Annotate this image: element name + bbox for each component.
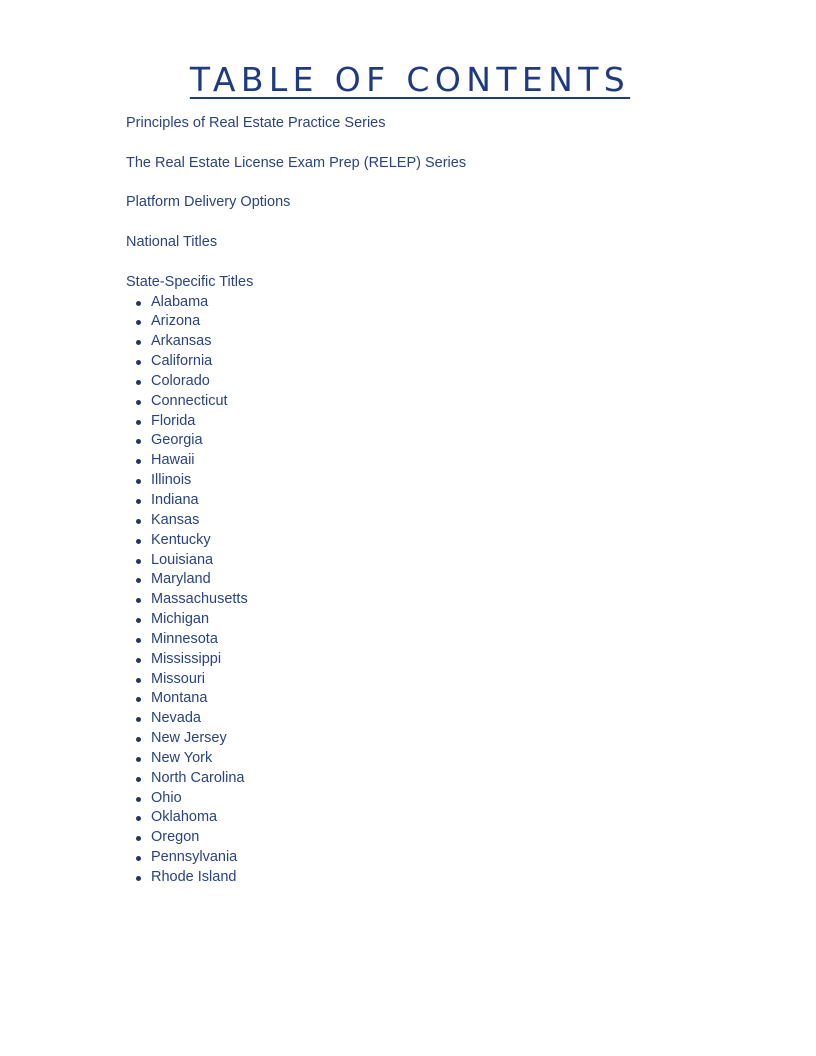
state-list-item[interactable]	[126, 590, 726, 610]
toc-link-national-titles[interactable]: National Titles	[126, 234, 218, 251]
state-list-item[interactable]	[126, 293, 726, 313]
bullet-icon	[136, 340, 141, 345]
state-name: Louisiana	[151, 551, 214, 568]
state-name: Indiana	[151, 491, 199, 508]
state-list	[126, 293, 726, 888]
spacer	[126, 173, 726, 193]
toc-link-relep-series[interactable]: The Real Estate License Exam Prep (RELEP) Series	[126, 154, 467, 171]
state-list-item[interactable]	[126, 709, 726, 729]
bullet-icon	[136, 420, 141, 425]
spacer	[126, 253, 726, 273]
state-name: Massachusetts	[151, 591, 248, 608]
state-name: Georgia	[151, 432, 203, 449]
bullet-icon	[136, 439, 141, 444]
state-name: Kentucky	[151, 531, 211, 548]
state-list-item[interactable]	[126, 808, 726, 828]
toc-link-principles-series[interactable]: Principles of Real Estate Practice Series	[126, 115, 386, 131]
bullet-icon	[136, 856, 141, 861]
bullet-icon	[136, 578, 141, 583]
state-name: Connecticut	[151, 392, 228, 409]
state-list-item[interactable]	[126, 749, 726, 769]
state-name: Arizona	[151, 313, 201, 330]
state-list-item[interactable]	[126, 451, 726, 471]
state-list-item[interactable]	[126, 689, 726, 709]
bullet-icon	[136, 638, 141, 643]
spacer	[126, 134, 726, 154]
state-list-item[interactable]	[126, 789, 726, 809]
state-name: North Carolina	[151, 769, 245, 786]
bullet-icon	[136, 499, 141, 504]
table-of-contents	[126, 114, 726, 888]
state-name: Illinois	[151, 472, 192, 489]
state-list-item[interactable]	[126, 610, 726, 630]
state-list-item[interactable]	[126, 332, 726, 352]
state-list-item[interactable]	[126, 471, 726, 491]
bullet-icon	[136, 737, 141, 742]
state-name: Maryland	[151, 571, 211, 588]
bullet-icon	[136, 876, 141, 881]
state-list-item[interactable]	[126, 630, 726, 650]
state-name: Montana	[151, 690, 208, 707]
state-list-item[interactable]	[126, 372, 726, 392]
bullet-icon	[136, 757, 141, 762]
toc-link-state-specific-titles[interactable]: State-Specific Titles	[126, 273, 254, 290]
state-name: Florida	[151, 412, 196, 429]
state-name: Kansas	[151, 511, 200, 528]
bullet-icon	[136, 658, 141, 663]
state-list-item[interactable]	[126, 868, 726, 888]
state-list-item[interactable]	[126, 511, 726, 531]
state-list-item[interactable]	[126, 431, 726, 451]
state-list-item[interactable]	[126, 848, 726, 868]
state-list-item[interactable]	[126, 650, 726, 670]
state-name: Arkansas	[151, 333, 212, 350]
state-list-item[interactable]	[126, 828, 726, 848]
bullet-icon	[136, 360, 141, 365]
state-list-item[interactable]	[126, 352, 726, 372]
toc-link-platform-delivery[interactable]: Platform Delivery Options	[126, 194, 291, 211]
bullet-icon	[136, 519, 141, 524]
state-name: Oklahoma	[151, 809, 218, 826]
state-name: New Jersey	[151, 730, 227, 747]
bullet-icon	[136, 459, 141, 464]
spacer	[126, 213, 726, 233]
state-name: Ohio	[151, 789, 182, 806]
state-list-item[interactable]	[126, 769, 726, 789]
state-name: New York	[151, 749, 213, 766]
state-name: Alabama	[151, 293, 209, 310]
state-name: Oregon	[151, 829, 200, 846]
state-name: Hawaii	[151, 452, 195, 469]
bullet-icon	[136, 777, 141, 782]
state-list-item[interactable]	[126, 312, 726, 332]
bullet-icon	[136, 539, 141, 544]
state-name: Colorado	[151, 372, 210, 389]
state-name: Missouri	[151, 670, 205, 687]
bullet-icon	[136, 320, 141, 325]
bullet-icon	[136, 816, 141, 821]
state-name: California	[151, 353, 213, 370]
bullet-icon	[136, 559, 141, 564]
state-name: Rhode Island	[151, 869, 237, 886]
bullet-icon	[136, 717, 141, 722]
state-list-item[interactable]	[126, 551, 726, 571]
state-list-item[interactable]	[126, 729, 726, 749]
state-list-item[interactable]	[126, 392, 726, 412]
state-list-item[interactable]	[126, 531, 726, 551]
page-title: TABLE OF CONTENTS	[189, 60, 631, 99]
state-name: Nevada	[151, 710, 201, 727]
state-name: Pennsylvania	[151, 849, 238, 866]
state-list-item[interactable]	[126, 570, 726, 590]
state-name: Minnesota	[151, 630, 218, 647]
state-name: Michigan	[151, 611, 210, 628]
bullet-icon	[136, 618, 141, 623]
bullet-icon	[136, 797, 141, 802]
bullet-icon	[136, 400, 141, 405]
state-list-item[interactable]	[126, 412, 726, 432]
bullet-icon	[136, 697, 141, 702]
state-list-item[interactable]	[126, 491, 726, 511]
bullet-icon	[136, 479, 141, 484]
state-name: Mississippi	[151, 650, 222, 667]
bullet-icon	[136, 678, 141, 683]
bullet-icon	[136, 836, 141, 841]
bullet-icon	[136, 598, 141, 603]
state-list-item[interactable]	[126, 670, 726, 690]
bullet-icon	[136, 380, 141, 385]
bullet-icon	[136, 301, 141, 306]
